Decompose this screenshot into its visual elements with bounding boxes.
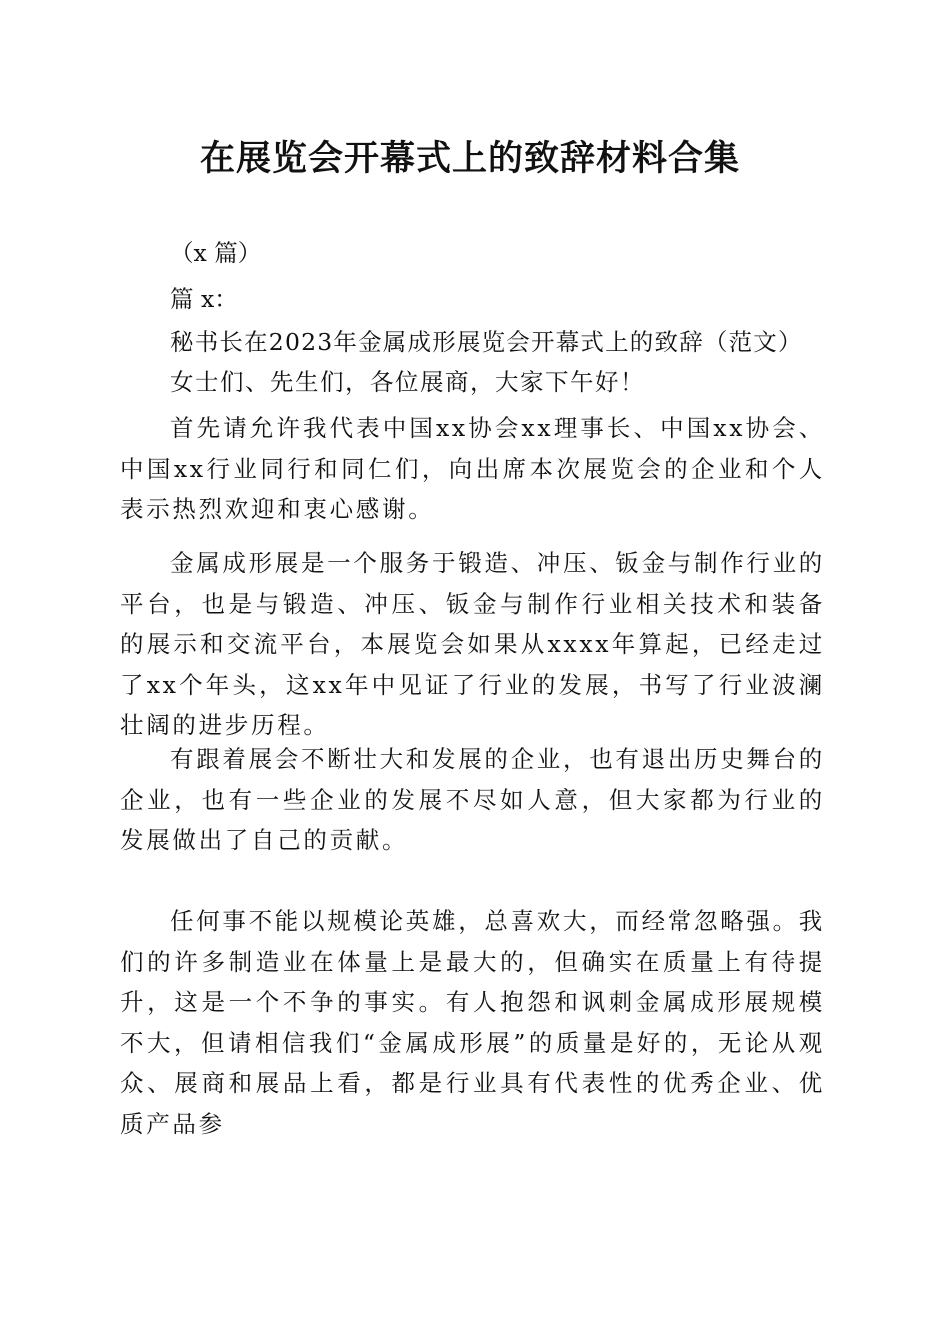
greeting-line: 女士们、先生们，各位展商，大家下午好！ (170, 368, 645, 396)
article-count-line: （x 篇） (170, 239, 262, 267)
body-paragraph: 任何事不能以规模论英雄，总喜欢大，而经常忽略强。我们的许多制造业在体量上是最大的，但确实在质量上有待提升，这是一个不争的事实。有人抱怨和讽刺金属成形展规模不大，但请相信我们“金属成形展”的质量是好的，无论从观众、展商和展品上看，都是行业具有代表性的优秀企业、优质产品参 (120, 907, 825, 1138)
document-title: 在展览会开幕式上的致辞材料合集 (199, 138, 740, 179)
speech-title: 秘书长在2023年金属成形展览会开幕式上的致辞（范文） (170, 328, 803, 356)
body-paragraph: 首先请允许我代表中国xx协会xx理事长、中国xx协会、中国xx行业同行和同仁们，向出席本次展览会的企业和个人表示热烈欢迎和衷心感谢。 (120, 414, 825, 523)
chapter-line: 篇 x： (170, 285, 238, 313)
body-paragraph: 有跟着展会不断壮大和发展的企业，也有退出历史舞台的企业，也有一些企业的发展不尽如人意，但大家都为行业的发展做出了自己的贡献。 (120, 745, 825, 854)
body-paragraph: 金属成形展是一个服务于锻造、冲压、钣金与制作行业的平台，也是与锻造、冲压、钣金与制作行业相关技术和装备的展示和交流平台，本展览会如果从xxxx年算起，已经走过了xx个年头，这xx年中见证了行业的发展，书写了行业波澜壮阔的进步历程。 (120, 549, 825, 739)
